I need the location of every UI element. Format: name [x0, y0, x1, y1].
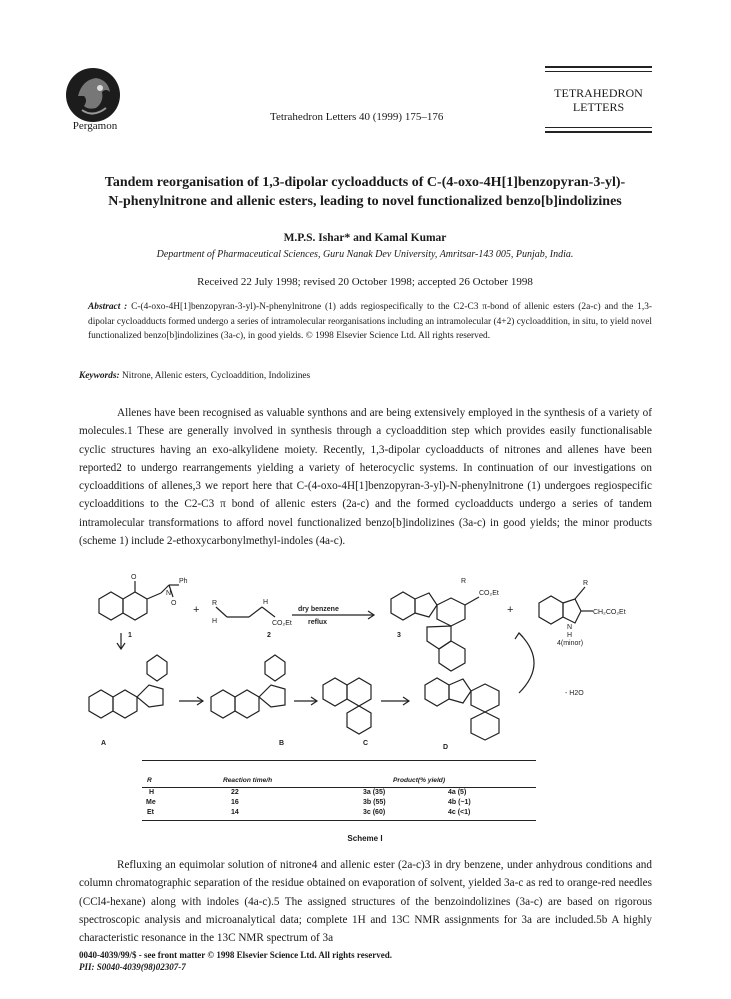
compound-label-C: C	[363, 740, 369, 747]
title-line2: N-phenylnitrone and allenic esters, leading to novel functionalized benzo[b]indolizines	[108, 194, 622, 209]
compound-label-D: D	[443, 744, 449, 751]
journal-name	[545, 86, 652, 114]
authors: M.P.S. Ishar* and Kamal Kumar	[283, 232, 447, 244]
body-paragraph: Refluxing an equimolar solution of nitrone4 and allenic ester (2a-c)3 in dry benzene, under anhydrous conditions and column chromatographic separation of the residue obtained on evaporation of solvent, yielded 3a-c as red to orange-red needles (CCl4-hexane) along with indoles (4a-c).5 The assigned structures of the benzoindolizines (3a-c) are based on rigorous spectroscopic analysis and microanalytical data; complete 1H and 13C NMR assignments for 3a are included.5b A highly characteristic resonance in the 13C NMR spectrum of 3a	[79, 859, 652, 945]
substituent-label: CO₂Et	[479, 590, 499, 597]
journal-name-line2: LETTERS	[572, 100, 625, 114]
abstract-label: Abstract :	[88, 302, 128, 312]
abstract	[88, 300, 652, 344]
pii-line: PII: S0040-4039(98)02307-7	[79, 962, 186, 972]
atom-label: O	[171, 600, 177, 607]
header-rule	[545, 131, 652, 133]
atom-label: H	[212, 618, 218, 625]
compound-label-A: A	[101, 740, 107, 747]
atom-label: Ph	[179, 578, 188, 585]
atom-label: O	[131, 574, 137, 581]
reaction-scheme	[79, 567, 652, 797]
plus-sign: +	[193, 604, 200, 616]
table-cell-r: Me	[146, 799, 156, 806]
table-rule	[142, 820, 536, 821]
table-cell-r: Et	[147, 809, 154, 816]
table-rule	[142, 787, 536, 788]
substituent-label: CO₂Et	[272, 620, 292, 627]
publisher-logo	[60, 66, 126, 128]
header-rule	[545, 71, 652, 72]
table-cell-r: H	[149, 789, 155, 796]
affiliation: Department of Pharmaceutical Sciences, Guru Nanak Dev University, Amritsar-143 005, Punjab, India.	[156, 249, 574, 260]
copyright-line: 0040-4039/99/$ - see front matter © 1998 Elsevier Science Ltd. All rights reserved.	[79, 950, 393, 960]
table-rule	[142, 760, 536, 761]
minor-label: 4(minor)	[557, 640, 584, 647]
compound-label-B: B	[279, 740, 285, 747]
table-cell-time: 16	[231, 799, 239, 806]
atom-label: N	[567, 624, 573, 631]
atom-label: H	[263, 599, 269, 606]
table-header-time: Reaction time/h	[223, 777, 273, 784]
article-title	[60, 173, 670, 211]
substituent-label: R	[583, 580, 589, 587]
keywords	[79, 371, 310, 381]
table-cell-time: 22	[231, 789, 239, 796]
table-cell-product4: 4b (~1)	[448, 799, 471, 806]
compound-label-1: 1	[128, 632, 132, 639]
footer	[79, 949, 392, 973]
publisher-name: Pergamon	[72, 120, 118, 132]
plus-sign: +	[507, 604, 514, 616]
header-rule	[545, 66, 652, 68]
table-cell-product4: 4c (<1)	[448, 809, 471, 816]
table-cell-product3: 3b (55)	[363, 799, 386, 806]
journal-name-line1: TETRAHEDRON	[554, 86, 643, 100]
table-header-r: R	[147, 777, 152, 784]
abstract-text: C-(4-oxo-4H[1]benzopyran-3-yl)-N-phenylnitrone (1) adds regiospecifically to the C2-C3 π-bond of allenic esters (2a-c) and the 1,3-dipolar cycloadducts formed undergo a series of intramolecular reorganisations including an intramolecular (4+2) cycloaddition, in situ, to yield novel functionalized benzo[b]indolizines (3a-c), in good yields. © 1998 Elsevier Science Ltd. All rights reserved.	[88, 302, 652, 341]
keywords-text: Nitrone, Allenic esters, Cycloaddition, Indolizines	[121, 371, 311, 381]
loss-label: - H2O	[565, 690, 584, 697]
reagent-top: dry benzene	[298, 606, 339, 613]
reagent-bottom: reflux	[308, 619, 328, 626]
table-cell-product3: 3a (35)	[363, 789, 386, 796]
scheme-caption: Scheme I	[347, 834, 383, 843]
received-dates: Received 22 July 1998; revised 20 October 1998; accepted 26 October 1998	[197, 276, 533, 288]
scheme-drawing	[79, 567, 652, 797]
keywords-label: Keywords:	[79, 371, 120, 381]
atom-label: N	[166, 590, 172, 597]
substituent-label: R	[461, 578, 467, 585]
compound-label-2: 2	[267, 632, 271, 639]
intro-paragraph: Allenes have been recognised as valuable synthons and are being extensively employed in the synthesis of a variety of molecules.1 These are generally involved in synthesis through a cycloaddition step which provides easily functionalisable cyclic structures having an exo-alkylidene moiety. Recently, 1,3-dipolar cycloadducts of nitrones and allenes have been reported2 to undergo rearrangements yielding a variety of heterocyclic systems. In continuation of our investigations on cycloadditions of allenes,3 we report here that C-(4-oxo-4H[1]benzopyran-3-yl)-N-phenylnitrone (1) undergoes regiospecific cycloadditions to the C2-C3 π bond of allenic esters (2a-c) and the formed cycloadducts undergo a series of tandem intramolecular transformations to afford novel functionalized benzo[b]indolizines (3a-c) in good yields; the minor products (scheme 1) include 2-ethoxycarbonylmethyl-indoles (4a-c).	[79, 407, 652, 548]
substituent-label: R	[212, 600, 218, 607]
table-cell-time: 14	[231, 809, 239, 816]
title-line1: Tandem reorganisation of 1,3-dipolar cycloadducts of C-(4-oxo-4H[1]benzopyran-3-yl)-	[104, 175, 626, 190]
table-cell-product3: 3c (60)	[363, 809, 386, 816]
compound-label-3: 3	[397, 632, 401, 639]
table-cell-product4: 4a (5)	[448, 789, 467, 796]
table-header-product: Product(% yield)	[393, 777, 446, 784]
atom-label: H	[567, 632, 573, 639]
journal-citation: Tetrahedron Letters 40 (1999) 175–176	[270, 111, 444, 123]
substituent-label: CH₂CO₂Et	[593, 609, 626, 616]
header-rule	[545, 127, 652, 128]
